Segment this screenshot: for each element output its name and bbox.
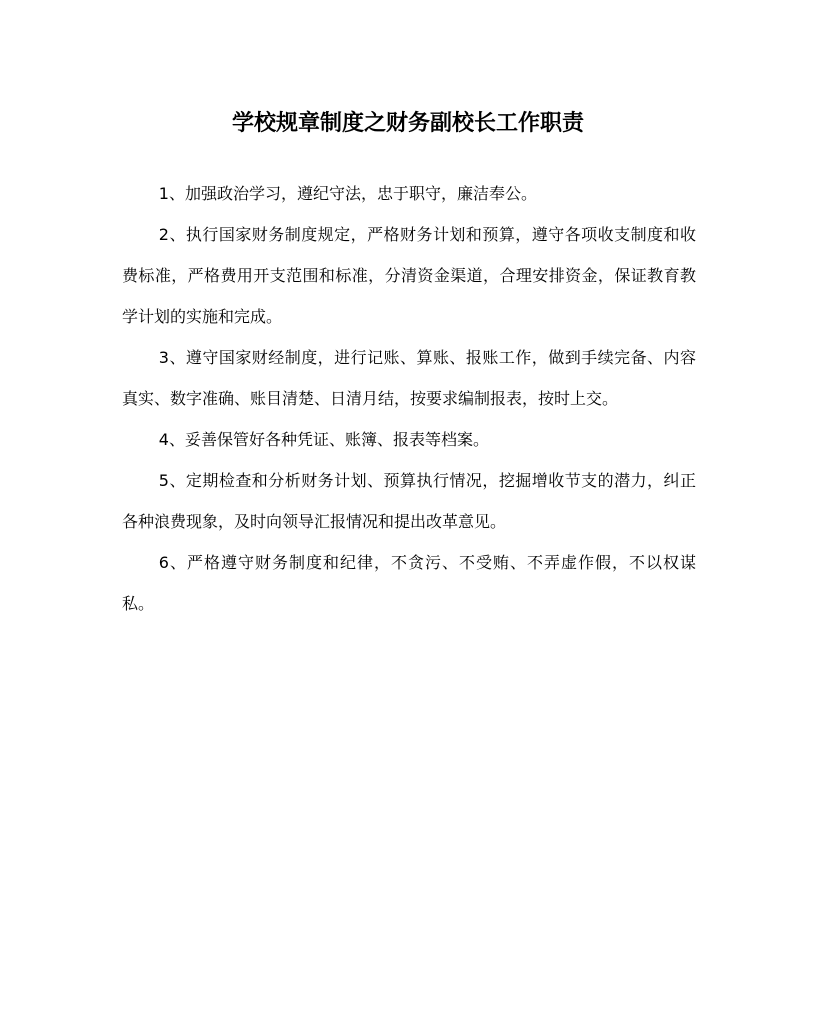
paragraph-6: 6、严格遵守财务制度和纪律，不贪污、不受贿、不弄虚作假，不以权谋私。 — [122, 553, 696, 613]
paragraph-5: 5、定期检查和分析财务计划、预算执行情况，挖掘增收节支的潜力，纠正各种浪费现象，及时向领导汇报情况和提出改革意见。 — [122, 471, 696, 531]
document-body — [122, 173, 696, 624]
document-title: 学校规章制度之财务副校长工作职责 — [231, 110, 584, 136]
paragraph-2: 2、执行国家财务制度规定，严格财务计划和预算，遵守各项收支制度和收费标准，严格费用开支范围和标准，分清资金渠道，合理安排资金，保证教育教学计划的实施和完成。 — [122, 225, 696, 326]
paragraph-4: 4、妥善保管好各种凭证、账簿、报表等档案。 — [158, 430, 489, 449]
paragraph-3: 3、遵守国家财经制度，进行记账、算账、报账工作，做到手续完备、内容真实、数字准确、账目清楚、日清月结，按要求编制报表，按时上交。 — [122, 348, 696, 408]
paragraph-1: 1、加强政治学习，遵纪守法，忠于职守，廉洁奉公。 — [158, 184, 537, 203]
